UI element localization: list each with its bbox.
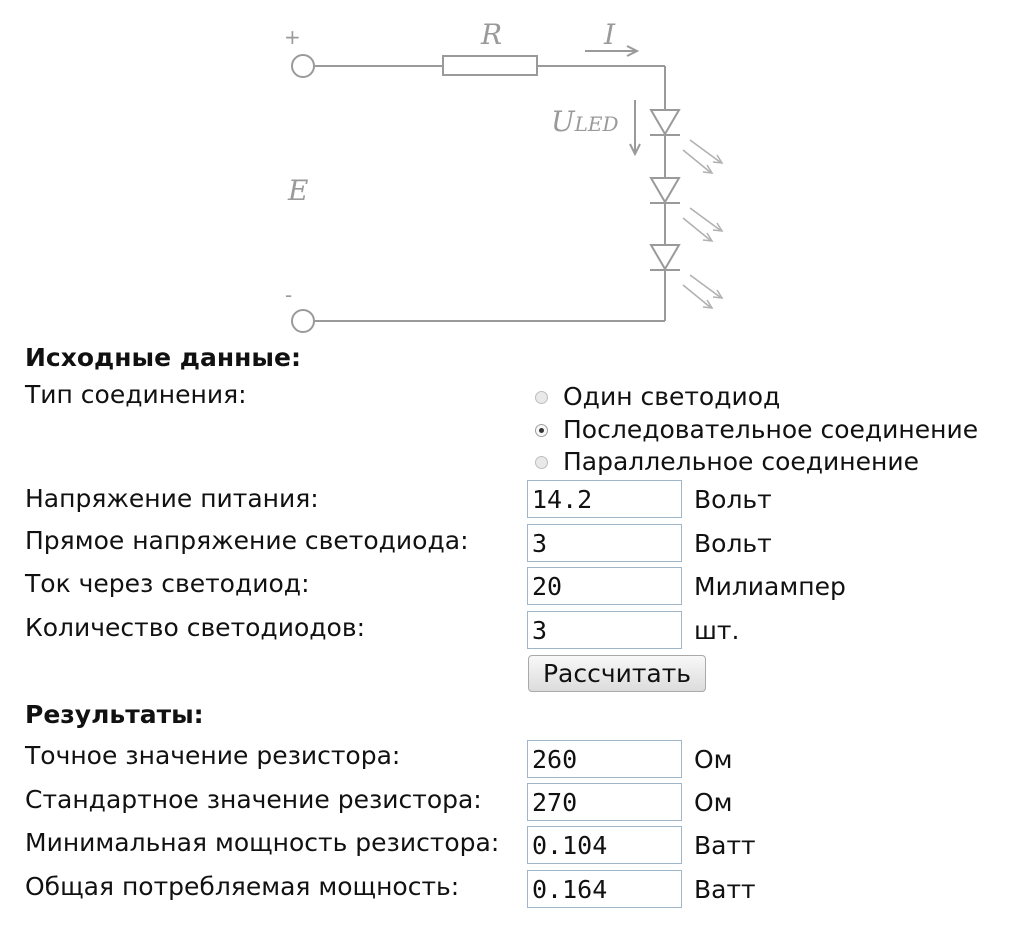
exact-resistor-output[interactable] xyxy=(527,740,682,778)
exact-resistor-label: Точное значение резистора: xyxy=(25,741,401,770)
standard-resistor-output[interactable] xyxy=(527,783,682,821)
led-count-unit: шт. xyxy=(694,616,740,645)
forward-voltage-input[interactable] xyxy=(527,524,682,562)
radio-single[interactable] xyxy=(535,391,548,404)
radio-option-series[interactable] xyxy=(535,414,978,446)
min-power-label: Минимальная мощность резистора: xyxy=(25,828,500,857)
supply-voltage-input[interactable] xyxy=(527,480,682,518)
led-symbol xyxy=(650,245,680,270)
led-current-label: Ток через светодиод: xyxy=(25,569,310,598)
forward-voltage-label: Прямое напряжение светодиода: xyxy=(25,526,469,555)
radio-parallel-label: Параллельное соединение xyxy=(563,447,919,476)
led-symbol xyxy=(650,110,680,135)
connection-type-label: Тип соединения: xyxy=(25,380,247,409)
led-symbol xyxy=(650,178,680,203)
led-current-input[interactable] xyxy=(527,567,682,605)
resistor-label: R xyxy=(481,18,503,51)
current-label: I xyxy=(604,18,616,51)
radio-series-label: Последовательное соединение xyxy=(563,415,979,444)
voltage-label-sub: LED xyxy=(574,112,619,136)
minus-sign: - xyxy=(285,283,293,307)
radio-option-single[interactable] xyxy=(535,381,780,413)
total-power-unit: Ватт xyxy=(694,875,756,904)
led-count-input[interactable] xyxy=(527,611,682,649)
min-power-output[interactable] xyxy=(527,826,682,864)
total-power-output[interactable] xyxy=(527,870,682,908)
light-emission-arrows xyxy=(683,140,722,308)
inputs-heading: Исходные данные: xyxy=(25,343,301,372)
standard-resistor-unit: Ом xyxy=(694,788,733,817)
resistor-symbol xyxy=(443,56,537,75)
led-current-unit: Милиампер xyxy=(694,572,846,601)
supply-voltage-label: Напряжение питания: xyxy=(25,484,319,513)
radio-parallel[interactable] xyxy=(535,456,548,469)
positive-terminal xyxy=(292,55,314,77)
plus-sign: + xyxy=(284,25,301,49)
forward-voltage-unit: Вольт xyxy=(694,529,772,558)
min-power-unit: Ватт xyxy=(694,831,756,860)
circuit-diagram xyxy=(0,0,1024,340)
negative-terminal xyxy=(292,310,314,332)
calculate-button[interactable]: Рассчитать xyxy=(528,655,706,692)
voltage-label-main: U xyxy=(551,105,575,138)
voltage-label xyxy=(551,105,619,138)
supply-voltage-unit: Вольт xyxy=(694,485,772,514)
results-heading: Результаты: xyxy=(25,700,204,729)
total-power-label: Общая потребляемая мощность: xyxy=(25,872,460,901)
radio-series[interactable] xyxy=(535,424,548,437)
radio-single-label: Один светодиод xyxy=(563,382,781,411)
radio-option-parallel[interactable] xyxy=(535,446,919,478)
exact-resistor-unit: Ом xyxy=(694,745,733,774)
led-count-label: Количество светодиодов: xyxy=(25,613,365,642)
standard-resistor-label: Стандартное значение резистора: xyxy=(25,785,482,814)
source-label: E xyxy=(288,174,309,207)
